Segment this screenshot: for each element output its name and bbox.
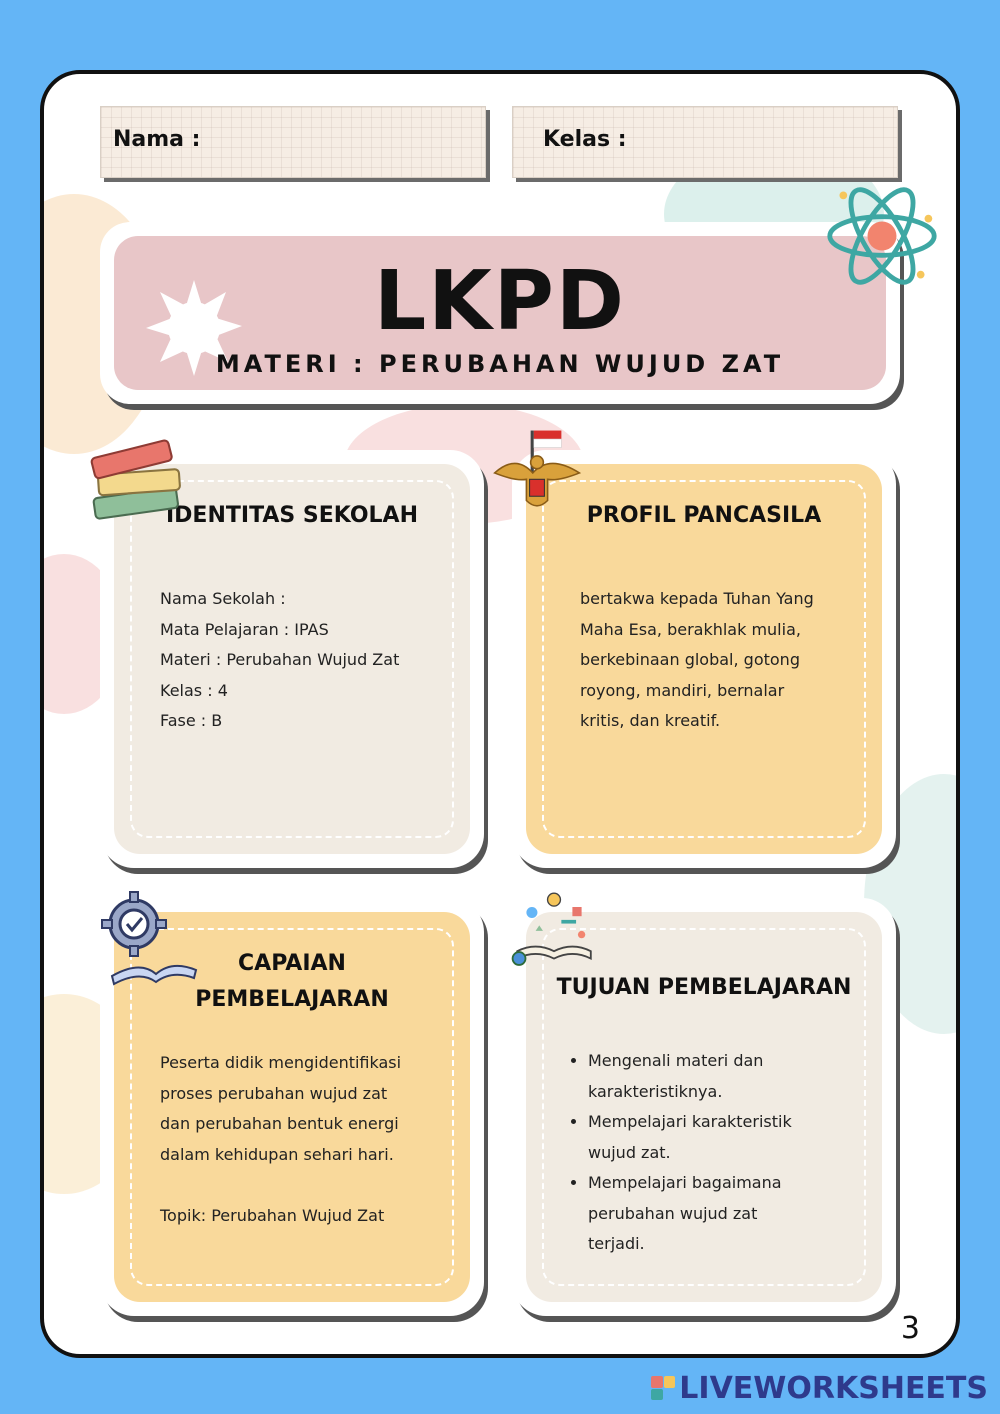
text-line: Mata Pelajaran : IPAS	[160, 619, 329, 639]
brand-name: LIVEWORKSHEETS	[679, 1370, 988, 1406]
open-book-ideas-icon	[508, 888, 600, 972]
text-line: Kelas : 4	[160, 680, 228, 700]
card-title-line2: PEMBELAJARAN	[195, 987, 389, 1012]
text-line: Nama Sekolah :	[160, 589, 286, 608]
card-pancasila-profile-inner	[526, 464, 882, 854]
name-field[interactable]	[100, 106, 486, 178]
class-label: Kelas :	[543, 127, 627, 152]
objectives-list	[560, 1046, 852, 1260]
atom-icon	[824, 178, 940, 294]
list-item: • Mempelajari karakteristik wujud zat.	[588, 1107, 828, 1168]
text-line: Maha Esa, berakhlak mulia,	[580, 619, 801, 639]
books-icon	[88, 430, 192, 524]
page-title: LKPD	[374, 254, 626, 349]
learning-objectives-text	[560, 1046, 852, 1260]
card-title: IDENTITAS SEKOLAH	[165, 503, 418, 528]
list-item: • Mempelajari bagaimana perubahan wujud zat terjadi.	[588, 1168, 798, 1260]
list-item: • Mengenali materi dan karakteristiknya.	[588, 1046, 818, 1107]
name-label: Nama :	[113, 127, 201, 152]
title-banner-inner	[114, 236, 886, 390]
title-banner	[100, 222, 900, 404]
text-line: dan perubahan bentuk energi	[160, 1114, 399, 1133]
garuda-emblem-icon	[484, 426, 590, 522]
pancasila-profile-text	[580, 584, 852, 737]
text-line: Fase : B	[160, 711, 223, 730]
gear-check-book-icon	[100, 888, 200, 992]
card-title: TUJUAN PEMBELAJARAN	[556, 975, 852, 1000]
text-line: royong, mandiri, bernalar	[580, 680, 785, 700]
text-line: Materi : Perubahan Wujud Zat	[160, 650, 400, 669]
worksheet-page	[40, 70, 960, 1358]
text-line	[160, 1170, 440, 1201]
learning-achievement-text	[160, 1048, 440, 1231]
liveworksheets-icon	[651, 1376, 675, 1400]
card-title-line1: CAPAIAN	[238, 951, 346, 976]
text-line: berkebinaan global, gotong	[580, 650, 800, 669]
page-subtitle: MATERI : PERUBAHAN WUJUD ZAT	[215, 350, 785, 378]
text-line: bertakwa kepada Tuhan Yang	[580, 589, 814, 608]
page-number: 3	[900, 1311, 920, 1346]
topic-line: Topik: Perubahan Wujud Zat	[160, 1205, 385, 1225]
school-identity-text	[160, 584, 440, 737]
text-line: proses perubahan wujud zat	[160, 1083, 388, 1103]
text-line: dalam kehidupan sehari hari.	[160, 1144, 394, 1164]
text-line: kritis, dan kreatif.	[580, 711, 721, 730]
card-title: PROFIL PANCASILA	[586, 503, 822, 528]
class-field[interactable]	[512, 106, 898, 178]
text-line: Peserta didik mengidentifikasi	[160, 1053, 402, 1072]
brand-logo[interactable]	[651, 1368, 988, 1408]
